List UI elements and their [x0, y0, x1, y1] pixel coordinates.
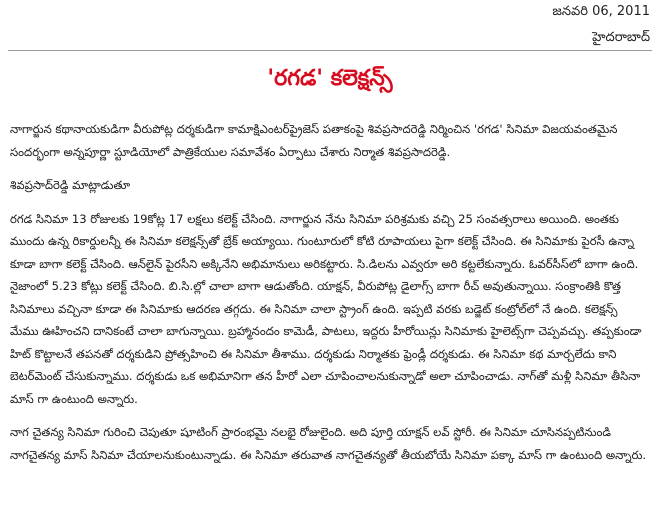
header-divider [8, 50, 652, 51]
publish-date: జనవరి 06, 2011 [552, 4, 650, 19]
article-body [10, 118, 648, 477]
intro-paragraph: నాగార్జున కథానాయకుడిగా వీరుపోట్ల దర్శకుడిగా కామాక్షిఎంటర్‌ప్రైజెస్ పతాకంపై శివప్రసాదరెడ్డి నిర్మించిన 'రగడ' సినిమా విజయవంతమైన సందర్భంగా అన్నపూర్ణా స్టూడియోలో పాత్రికేయుల సమావేశం ఏర్పాటు చేశారు నిర్మాత శివప్రసాదరెడ్డి. [10, 122, 618, 159]
collections-paragraph: రగడ సినిమా 13 రోజులకు 19కోట్ల 17 లక్షలు కలెక్ట్ చేసింది. నాగార్జున నేను సినిమా పరిశ్రమకు వచ్చి 25 సంవత్సరాలు అయింది. అంతకు ముందు ఉన్న రికార్డులన్నీ ఈ సినిమా కలెక్షన్స్‌తో బ్రేక్ అయ్యాయి. గుంటూరులో కోటి రూపాయలు పైగా కలెక్ట్ చేసింది. ఈ సినిమాకు పైరసీ ఉన్నా కూడా బాగా కలెక్ట్ చేసింది. ఆన్‌లైన్ పైరసీని అక్కినేని అభిమానులు అరికట్టారు. సి.డిలను ఎవ్వరూ అరి కట్టలేకున్నారు. ఓవర్‌సీస్‌లో బాగా ఉంది. నైజాంలో 5.23 కోట్లు కలెక్ట్ చేసింది. బి.సి.ల్లో చాలా బాగా ఆడుతోంది. యాక్షన్, వీరుపోట్ల డైలాగ్స్ బాగా రీచ్ అవుతున్నాయి. సంక్రాంతికి కొత్త సినిమాలు వచ్చినా కూడా ఈ సినిమాకు ఆదరణ తగ్గదు. ఈ సినిమా చాలా స్ట్రాంగ్ ఉంది. ఇప్పటి వరకు బడ్జెట్ కంట్రోల్‌లో నే ఉంది. కలెక్షన్స్ మేము ఊహించని దానికంటే చాలా బాగున్నాయి. బ్రహ్మానందం కామెడీ, పాటలు, ఇద్దరు హీరోయిన్లు సినిమాకు హైలెట్స్‌గా చెప్పవచ్చు. తప్పకుండా హిట్ కొట్టాలనే తపనతో దర్శకుడిని ప్రోత్సహించి ఈ సినిమా తీశాము. దర్శకుడు నిర్మాతకు ఫ్రెండ్లీ దర్శకుడు. ఈ సినిమా కథ మార్చలేదు కాని బెటర్‌మెంట్ చేసుకున్నాము. దర్శకుడు ఒక అభిమానిగా తన హీరో ఎలా చూపించాలనుకున్నాడో అలా చూపించాడు. నాగ్‌తో మళ్లీ సినిమా తీసినా మాస్ గా ఉంటుంది అన్నారు. [10, 211, 642, 406]
naga-chaitanya-paragraph: నాగ చైతన్య సినిమా గురించి చెపుతూ షూటింగ్ ప్రారంభమై నలభై రోజులైంది. అది పూర్తి యాక్షన్ లవ్ స్టోరీ. ఈ సినిమా చూసినప్పటినుండి నాగచైతన్య మాస్ సినిమా చేయాలనుకుంటున్నాడు. ఈ సినిమా తరువాత నాగచైతన్యతో తీయబోయే సినిమా పక్కా మాస్ గా ఉంటుంది అన్నారు. [10, 425, 647, 462]
speaker-line: శివప్రసాద్‌రెడ్డి మాట్లాడుతూ [10, 178, 131, 192]
dateline-location: హైదరాబాద్ [592, 30, 650, 45]
article-title: 'రగడ' కలెక్షన్స్ [267, 66, 393, 91]
